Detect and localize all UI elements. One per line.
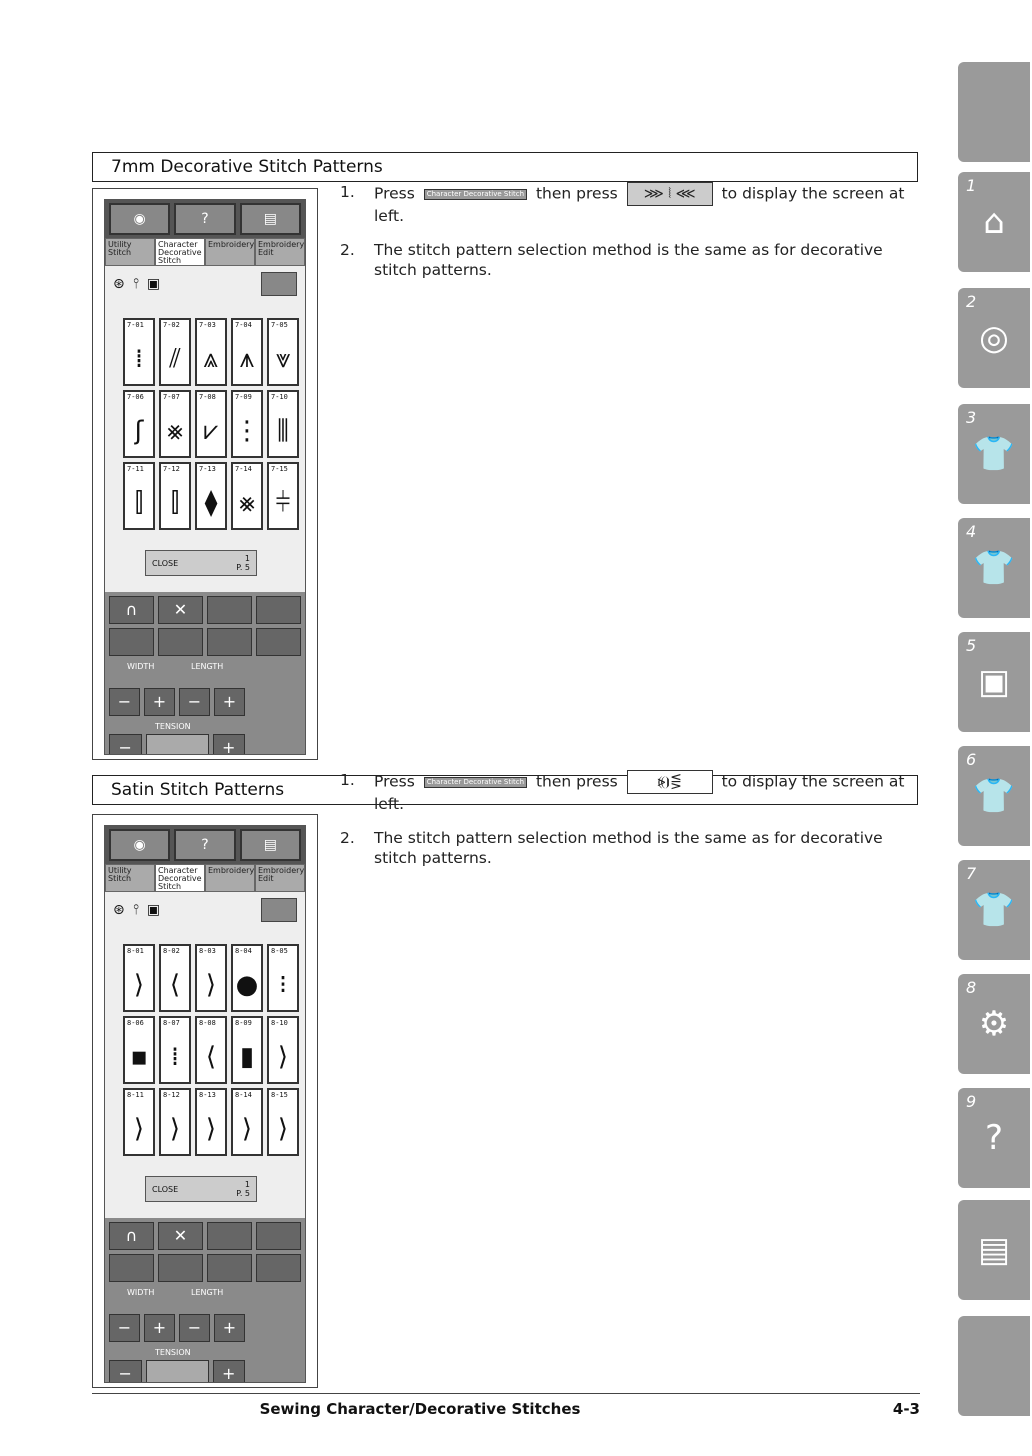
shirt-edit-icon: 👕 (972, 890, 1016, 930)
stitch-pattern-cell (195, 390, 227, 458)
manual-icon: ▤ (240, 203, 301, 235)
page-button (261, 898, 297, 922)
stitch-pattern-cell (267, 390, 299, 458)
stitch-pattern-code: 7-09 (235, 393, 252, 401)
stitch-pattern-icon: ⟩ (205, 970, 217, 1000)
step-text: The stitch pattern selection method is the same as for decorative stitch patterns. (374, 829, 883, 867)
shirt-abc-icon: 👕 (972, 548, 1016, 588)
cut-icon: ✕ (158, 1222, 203, 1250)
stitch-pattern-code: 8-13 (199, 1091, 216, 1099)
stitch-pattern-icon: ⨳ (166, 416, 184, 446)
stitch-pattern-icon: ⩗ (203, 416, 219, 446)
tab-character: Character Decorative Stitch (155, 864, 205, 892)
tab-character: Character Decorative Stitch (155, 238, 205, 266)
stitch-pattern-cell (195, 944, 227, 1012)
side-tab-2[interactable]: 2 ◎ (958, 288, 1030, 388)
stitch-pattern-code: 7-12 (163, 465, 180, 473)
stitch-pattern-icon: ⟩ (241, 1114, 253, 1144)
tab-utility: Utility Stitch (105, 864, 155, 892)
sewing-machine-icon: ⌂ (983, 202, 1005, 242)
stitch-pattern-code: 8-04 (235, 947, 252, 955)
tension-label: TENSION (155, 1348, 191, 1357)
stitch-pattern-code: 7-08 (199, 393, 216, 401)
cut-icon: ✕ (158, 596, 203, 624)
step-text: Press (374, 184, 415, 203)
documents-icon: ▤ (977, 1230, 1011, 1270)
manual-icon: ▤ (240, 829, 301, 861)
stitch-pattern-code: 7-15 (271, 465, 288, 473)
stitch-pattern-cell (123, 1016, 155, 1084)
stitch-pattern-cell (267, 462, 299, 530)
stitch-pattern-code: 7-02 (163, 321, 180, 329)
length-label: LENGTH (191, 662, 224, 671)
character-decorative-button: Character Decorative Stitch (424, 777, 527, 788)
stitch-pattern-cell (267, 944, 299, 1012)
stitch-pattern-code: 8-08 (199, 1019, 216, 1027)
thread-spool-icon: ◎ (979, 318, 1009, 358)
stitch-pattern-cell (159, 318, 191, 386)
stitch-pattern-cell (195, 462, 227, 530)
stitch-pattern-cell (195, 318, 227, 386)
side-tab-7[interactable]: 7 👕 (958, 860, 1030, 960)
stitch-pattern-icon: ⟩ (133, 970, 145, 1000)
stitch-pattern-cell (123, 1088, 155, 1156)
stitch-pattern-icon: ⁞ (134, 344, 144, 374)
step-text: then press (535, 184, 618, 203)
stitch-pattern-icon: ⩔ (275, 344, 291, 374)
stitch-pattern-icon: ⁝ (278, 970, 288, 1000)
stitch-pattern-icon: ⟩ (205, 1114, 217, 1144)
section-header-satin: Satin Stitch Patterns (92, 775, 918, 805)
stitch-pattern-cell (231, 1016, 263, 1084)
tab-embroidery-edit: Embroidery Edit (255, 238, 305, 266)
help-icon: ? (174, 829, 235, 861)
stitch-pattern-code: 7-10 (271, 393, 288, 401)
stitch-pattern-icon: ⟨ (205, 1042, 217, 1072)
stitch-pattern-icon: ⟩ (169, 1114, 181, 1144)
stitch-pattern-code: 7-11 (127, 465, 144, 473)
side-tab-6[interactable]: 6 👕 (958, 746, 1030, 846)
page-number: 4-3 (892, 1400, 920, 1418)
stitch-pattern-icon: ⁞ (170, 1042, 180, 1072)
stitch-pattern-code: 8-10 (271, 1019, 288, 1027)
needle-icon: ⫯ (132, 276, 139, 292)
thread-icon: ◉ (109, 203, 170, 235)
section-header-7mm: 7mm Decorative Stitch Patterns (92, 152, 918, 182)
step-number: 1. (340, 771, 355, 789)
step-text: then press (535, 772, 618, 791)
page-number: 1 (244, 1180, 250, 1189)
side-tab-3[interactable]: 3 👕 (958, 404, 1030, 504)
page-number: 1 (244, 554, 250, 563)
stitch-pattern-cell (123, 318, 155, 386)
shirt-design-icon: 👕 (972, 776, 1016, 816)
side-tab-index[interactable] (958, 1316, 1030, 1416)
bobbin-icon: ⊛ (113, 276, 125, 292)
stitch-pattern-icon: ⫿ (134, 488, 144, 518)
step-text: to display the screen at left. (374, 772, 905, 813)
stitch-pattern-code: 8-07 (163, 1019, 180, 1027)
stitch-pattern-cell (123, 462, 155, 530)
stitch-pattern-cell (159, 462, 191, 530)
tension-label: TENSION (155, 722, 191, 731)
step-number: 2. (340, 241, 355, 259)
help-icon: ? (174, 203, 235, 235)
stitch-pattern-code: 7-06 (127, 393, 144, 401)
thread-icon: ◉ (109, 829, 170, 861)
stitch-pattern-cell (159, 1088, 191, 1156)
side-tab-9[interactable]: 9 ? (958, 1088, 1030, 1188)
stitch-pattern-icon: ⩓ (203, 344, 219, 374)
stitch-pattern-icon: ⫼ (277, 416, 289, 446)
troubleshoot-icon: ? (984, 1118, 1004, 1158)
minus-icon: − (109, 688, 140, 716)
width-label: WIDTH (127, 1288, 155, 1297)
stitch-pattern-icon: ▪ (130, 1042, 148, 1072)
step-text: Press (374, 772, 415, 791)
step-number: 2. (340, 829, 355, 847)
stitch-pattern-code: 8-12 (163, 1091, 180, 1099)
stitch-pattern-code: 7-14 (235, 465, 252, 473)
stitch-pattern-icon: ⟨ (169, 970, 181, 1000)
stitch-pattern-code: 8-14 (235, 1091, 252, 1099)
stitch-pattern-cell (231, 944, 263, 1012)
needle-icon: ⫯ (132, 902, 139, 918)
step-text: to display the screen at left. (374, 184, 905, 225)
stitch-pattern-icon: ⨳ (238, 488, 256, 518)
stitch-pattern-icon: ⫽ (169, 344, 181, 374)
stitch-pattern-cell (267, 318, 299, 386)
reverse-icon: ∩ (109, 596, 154, 624)
stitch-pattern-icon: ⫿ (170, 488, 180, 518)
minus-icon: − (109, 1314, 140, 1342)
stitch-pattern-code: 8-09 (235, 1019, 252, 1027)
stitch-pattern-icon: ▮ (239, 1042, 255, 1072)
character-decorative-button: Character Decorative Stitch (424, 189, 527, 200)
tab-embroidery-edit: Embroidery Edit (255, 864, 305, 892)
stitch-pattern-cell (123, 944, 155, 1012)
stitch-pattern-code: 7-03 (199, 321, 216, 329)
bobbin-icon: ⊛ (113, 902, 125, 918)
plus-icon: + (144, 1314, 175, 1342)
stitch-pattern-icon: ⋮ (234, 416, 260, 446)
stitch-pattern-cell (231, 390, 263, 458)
side-tab-contents[interactable] (958, 62, 1030, 162)
stitch-pattern-icon: ● (235, 970, 259, 1000)
stitch-pattern-cell (267, 1088, 299, 1156)
stitch-pattern-cell (231, 318, 263, 386)
stitch-pattern-cell (231, 1088, 263, 1156)
side-tab-4[interactable]: 4 👕 (958, 518, 1030, 618)
side-tab-1[interactable]: 1 ⌂ (958, 172, 1030, 272)
stitch-pattern-cell (195, 1088, 227, 1156)
stitch-pattern-code: 8-01 (127, 947, 144, 955)
stitch-pattern-code: 7-07 (163, 393, 180, 401)
hoop-icon: ▣ (977, 662, 1011, 702)
stitch-pattern-cell (159, 390, 191, 458)
stitch-pattern-code: 7-05 (271, 321, 288, 329)
lock-icon: ▣ (146, 276, 161, 292)
close-label: CLOSE (152, 1184, 179, 1194)
stitch-pattern-cell (267, 1016, 299, 1084)
stitch-pattern-code: 7-13 (199, 465, 216, 473)
stitch-pattern-code: 8-05 (271, 947, 288, 955)
stitch-pattern-cell (159, 1016, 191, 1084)
stitch-pattern-code: 8-02 (163, 947, 180, 955)
stitch-pattern-icon: ⟩ (277, 1042, 289, 1072)
stitch-pattern-code: 7-01 (127, 321, 144, 329)
stitch-pattern-icon: ⫩ (275, 488, 291, 518)
screen-illustration-satin: ◉ ? ▤ Utility Stitch Character Decorative Stitch Embroidery Embroidery Edit ⊛ ⫯ ▣ 8-01 ⟩ 8-02 ⟨ 8-03 ⟩ 8-04 ● 8-05 ⁝ 8-06 ▪ 8-07 ⁞ 8-08 ⟨ 8-09 ▮ 8-10 ⟩ 8-11 ⟩ 8-12 ⟩ 8-13 ⟩ 8-14 ⟩ 8-15 ⟩ CLOSE 1 P. 5 ∩ ✕ WIDTH LENGTH − + − + TENSION − + (92, 814, 318, 1388)
stitch-pattern-cell (123, 390, 155, 458)
side-tab-8[interactable]: 8 ⚙ (958, 974, 1030, 1074)
screen-illustration-7mm: ◉ ? ▤ Utility Stitch Character Decorative Stitch Embroidery Embroidery Edit ⊛ ⫯ ▣ 7-01 ⁞ 7-02 ⫽ 7-03 ⩓ 7-04 ⩚ 7-05 ⩔ 7-06 ʃ 7-07 ⨳ 7-08 ⩗ 7-09 ⋮ 7-10 ⫼ 7-11 ⫿ 7-12 ⫿ 7-13 ⧫ 7-14 ⨳ 7-15 ⫩ CLOSE 1 P. 5 ∩ ✕ WIDTH LENGTH − + − + TENSION − + (92, 188, 318, 760)
stitch-pattern-code: 8-06 (127, 1019, 144, 1027)
page-total: P. 5 (236, 1189, 250, 1198)
7mm-category-button: ⋙ ⦚ ⋘ (627, 182, 713, 206)
shirt-icon: 👕 (972, 434, 1016, 474)
stitch-pattern-icon: ⩚ (239, 344, 255, 374)
stitch-pattern-icon: ⟩ (133, 1114, 145, 1144)
side-tab-appendix[interactable] (958, 1200, 1030, 1300)
stitch-pattern-code: 8-03 (199, 947, 216, 955)
stitch-pattern-cell (159, 944, 191, 1012)
footer-rule (92, 1393, 920, 1394)
stitch-pattern-code: 8-15 (271, 1091, 288, 1099)
lock-icon: ▣ (146, 902, 161, 918)
tab-embroidery: Embroidery (205, 238, 255, 266)
tab-utility: Utility Stitch (105, 238, 155, 266)
width-label: WIDTH (127, 662, 155, 671)
stitch-pattern-code: 7-04 (235, 321, 252, 329)
stitch-pattern-code: 8-11 (127, 1091, 144, 1099)
reverse-icon: ∩ (109, 1222, 154, 1250)
stitch-pattern-icon: ⧫ (204, 488, 218, 518)
length-label: LENGTH (191, 1288, 224, 1297)
tab-embroidery: Embroidery (205, 864, 255, 892)
stitch-pattern-cell (231, 462, 263, 530)
close-label: CLOSE (152, 558, 179, 568)
side-tab-5[interactable]: 5 ▣ (958, 632, 1030, 732)
plus-icon: + (144, 688, 175, 716)
page-total: P. 5 (236, 563, 250, 572)
machine-settings-icon: ⚙ (978, 1004, 1010, 1044)
page-button (261, 272, 297, 296)
footer-title: Sewing Character/Decorative Stitches (259, 1400, 581, 1418)
stitch-pattern-icon: ⟩ (277, 1114, 289, 1144)
stitch-pattern-icon: ʃ (134, 416, 144, 446)
satin-category-button: ⦕⦘⋚ (627, 770, 713, 794)
step-text: The stitch pattern selection method is the same as for decorative stitch patterns. (374, 241, 883, 279)
step-number: 1. (340, 183, 355, 201)
stitch-pattern-cell (195, 1016, 227, 1084)
